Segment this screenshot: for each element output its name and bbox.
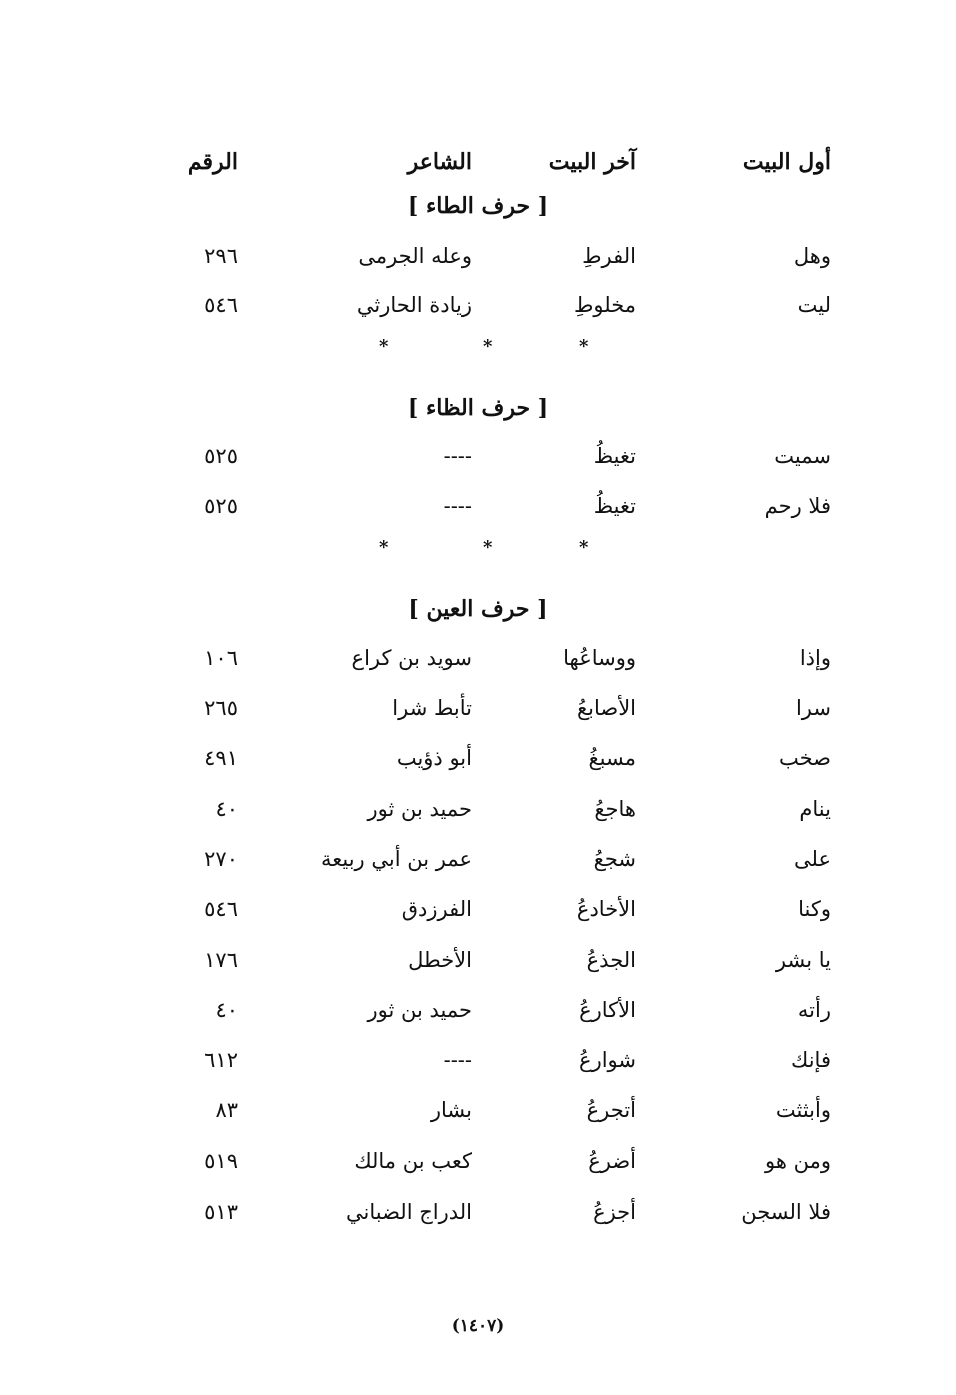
row-poet: الفرزدق (401, 897, 472, 921)
row-first-verse: ليت (797, 293, 831, 317)
table-row (0, 789, 956, 829)
row-poet: سويد بن كراع (351, 646, 472, 670)
row-last-verse: الأكارعُ (579, 998, 636, 1022)
table-row (0, 839, 956, 879)
table-row (0, 940, 956, 980)
separator-star: * (579, 336, 589, 357)
row-number: ٢٦٥ (204, 696, 238, 720)
table-row (0, 1192, 956, 1232)
row-number: ١٠٦ (204, 646, 238, 670)
row-poet: كعب بن مالك (354, 1149, 472, 1173)
header-first-verse: أول البيت (742, 149, 831, 175)
row-poet: ---- (443, 444, 472, 468)
row-number: ٥٢٥ (204, 444, 238, 468)
row-first-verse: وأبثثت (775, 1098, 831, 1122)
row-poet: عمر بن أبي ربيعة (320, 847, 472, 871)
row-first-verse: ينام (799, 797, 831, 821)
section-separator (0, 538, 956, 558)
row-number: ٦١٢ (204, 1048, 238, 1072)
row-poet: حميد بن ثور (367, 797, 472, 821)
row-number: ٥٤٦ (204, 897, 238, 921)
section-title-taa: [ حرف الطاء ] (407, 193, 549, 219)
table-row (0, 1141, 956, 1181)
row-first-verse: وإذا (799, 646, 831, 670)
row-last-verse: شوارعُ (579, 1048, 636, 1072)
row-number: ٥١٩ (204, 1149, 238, 1173)
row-poet: ---- (443, 1048, 472, 1072)
row-first-verse: سرا (795, 696, 831, 720)
separator-star: * (579, 537, 589, 558)
row-number: ٥٢٥ (204, 494, 238, 518)
table-row (0, 1040, 956, 1080)
row-first-verse: على (794, 847, 831, 871)
separator-star: * (379, 537, 389, 558)
separator-star: * (483, 336, 493, 357)
row-number: ١٧٦ (204, 948, 238, 972)
row-poet: بشار (430, 1098, 472, 1122)
table-row (0, 738, 956, 778)
row-first-verse: فإنك (791, 1048, 831, 1072)
separator-star: * (483, 537, 493, 558)
row-number: ٥١٣ (204, 1200, 238, 1224)
row-number: ٥٤٦ (204, 293, 238, 317)
row-last-verse: هاجعُ (594, 797, 636, 821)
row-number: ٢٧٠ (204, 847, 238, 871)
page-number: (١٤٠٧) (451, 1316, 505, 1336)
row-poet: تأبط شرا (392, 696, 472, 720)
section-separator (0, 337, 956, 357)
row-first-verse: صخب (778, 746, 831, 770)
row-first-verse: وهل (793, 244, 831, 268)
row-first-verse: فلا السجن (741, 1200, 831, 1224)
table-row (0, 990, 956, 1030)
row-poet: الدراج الضباني (346, 1200, 472, 1224)
header-number: الرقم (187, 149, 238, 175)
row-number: ٨٣ (215, 1098, 238, 1122)
header-poet: الشاعر (407, 149, 472, 175)
row-last-verse: شجعُ (593, 847, 636, 871)
row-first-verse: فلا رحم (764, 494, 831, 518)
row-first-verse: ومن هو (765, 1149, 831, 1173)
row-first-verse: رأته (797, 998, 831, 1022)
row-number: ٢٩٦ (204, 244, 238, 268)
table-row (0, 236, 956, 276)
header-last-verse: آخر البيت (548, 149, 636, 175)
row-last-verse: أجزعُ (593, 1200, 636, 1224)
table-row (0, 436, 956, 476)
row-last-verse: الفرطِ (582, 244, 636, 268)
row-poet: أبو ذؤيب (396, 746, 472, 770)
section-title-ain: [ حرف العين ] (408, 596, 548, 622)
row-first-verse: سميت (774, 444, 831, 468)
row-last-verse: تغيظُ (593, 494, 636, 518)
row-poet: زيادة الحارثي (356, 293, 472, 317)
table-header (0, 142, 956, 182)
section-title-zaa: [ حرف الظاء ] (407, 395, 549, 421)
row-last-verse: أضرعُ (588, 1149, 636, 1173)
row-poet: حميد بن ثور (367, 998, 472, 1022)
row-last-verse: ووساعُها (563, 646, 636, 670)
table-row (0, 638, 956, 678)
table-row (0, 486, 956, 526)
row-poet: ---- (443, 494, 472, 518)
row-number: ٤٩١ (204, 746, 238, 770)
row-last-verse: أتجرعُ (586, 1098, 636, 1122)
row-number: ٤٠ (215, 998, 238, 1022)
row-number: ٤٠ (215, 797, 238, 821)
row-last-verse: الجذعُ (586, 948, 636, 972)
table-row (0, 1090, 956, 1130)
row-last-verse: الأصابعُ (576, 696, 636, 720)
row-last-verse: مسبغُ (588, 746, 636, 770)
row-poet: وعله الجرمى (358, 244, 472, 268)
row-last-verse: الأخادعُ (576, 897, 636, 921)
row-first-verse: يا بشر (775, 948, 831, 972)
row-last-verse: تغيظُ (593, 444, 636, 468)
table-row (0, 889, 956, 929)
row-poet: الأخطل (408, 948, 472, 972)
row-first-verse: وكنا (798, 897, 831, 921)
separator-star: * (379, 336, 389, 357)
row-last-verse: مخلوطِ (573, 293, 636, 317)
table-row (0, 285, 956, 325)
table-row (0, 688, 956, 728)
